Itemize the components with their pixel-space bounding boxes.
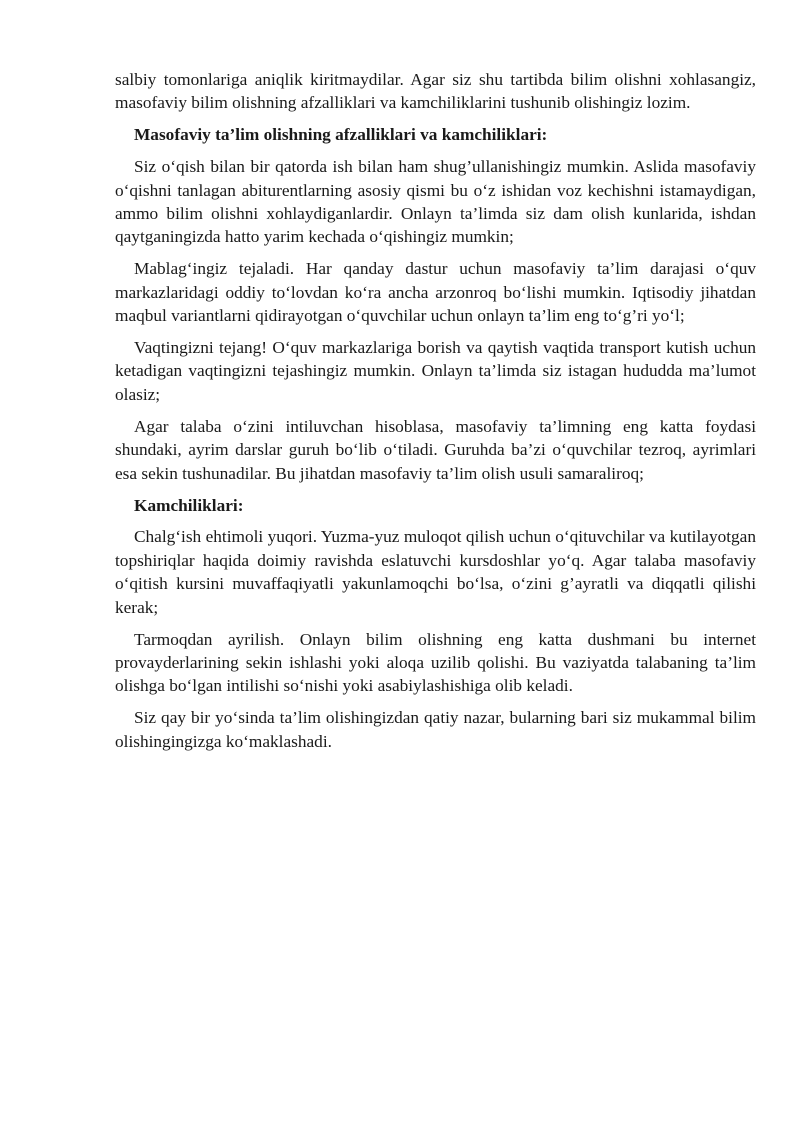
paragraph-advantage-work: Siz o‘qish bilan bir qatorda ish bilan ham shug’ullanishingiz mumkin. Aslida masofaviy o‘qishni tanlagan abiturentlarning asosiy qismi bu o‘z ishidan voz kechishni istamaydigan, ammo bilim olishni xohlaydiganlardir. Onlayn ta’limda siz dam olish kunlarida, ishdan qaytganingizda hatto yarim kechada o‘qishingiz mumkin; — [115, 157, 756, 247]
section-heading-advantages: Masofaviy ta’lim olishning afzalliklari va kamchiliklari: — [134, 125, 548, 145]
paragraph-advantage-groups: Agar talaba o‘zini intiluvchan hisoblasa, masofaviy ta’limning eng katta foydasi shundaki, ayrim darslar guruh bo‘lib o‘tiladi. Guruhda ba’zi o‘quvchilar tezroq, ayrimlari esa sekin tushunadilar. Bu jihatdan masofaviy ta’lim olish usuli samaraliroq; — [115, 416, 756, 483]
paragraph-advantage-money: Mablag‘ingiz tejaladi. Har qanday dastur uchun masofaviy ta’lim darajasi o‘quv markazlaridagi oddiy to‘lovdan ko‘ra ancha arzonroq bo‘lishi mumkin. Iqtisodiy jihatdan maqbul variantlarni qidirayotgan o‘quvchilar uchun onlayn ta’lim eng to‘g’ri yo‘l; — [115, 259, 756, 326]
document-page — [115, 68, 756, 762]
paragraph-conclusion: Siz qay bir yo‘sinda ta’lim olishingizdan qatiy nazar, bularning bari siz mukammal bilim olishingingizga ko‘maklashadi. — [115, 708, 756, 751]
paragraph-disadvantage-network: Tarmoqdan ayrilish. Onlayn bilim olishning eng katta dushmani bu internet provayderlarining sekin ishlashi yoki aloqa uzilib qolishi. Bu vaziyatda talabaning ta’lim olishga bo‘lgan intilishi so‘nishi yoki asabiylashishiga olib keladi. — [115, 629, 756, 696]
section-heading-disadvantages: Kamchiliklari: — [134, 495, 244, 515]
paragraph-advantage-time: Vaqtingizni tejang! O‘quv markazlariga borish va qaytish vaqtida transport kutish uchun ketadigan vaqtingizni tejashingiz mumkin. Onlayn ta’limda siz istagan hududda ma’lumot olasiz; — [115, 338, 756, 404]
paragraph-disadvantage-distraction: Chalg‘ish ehtimoli yuqori. Yuzma-yuz muloqot qilish uchun o‘qituvchilar va kutilayotgan topshiriqlar haqida doimiy ravishda eslatuvchi kursdoshlar yo‘q. Agar talaba masofaviy o‘qitish kursini muvaffaqiyatli yakunlamoqchi bo‘lsa, o‘zini g’ayratli va diqqatli qilishi kerak; — [115, 527, 756, 617]
paragraph-intro-continuation: salbiy tomonlariga aniqlik kiritmaydilar. Agar siz shu tartibda bilim olishni xohlasangiz, masofaviy bilim olishning afzalliklari va kamchiliklarini tushunib olishingiz lozim. — [115, 70, 756, 113]
